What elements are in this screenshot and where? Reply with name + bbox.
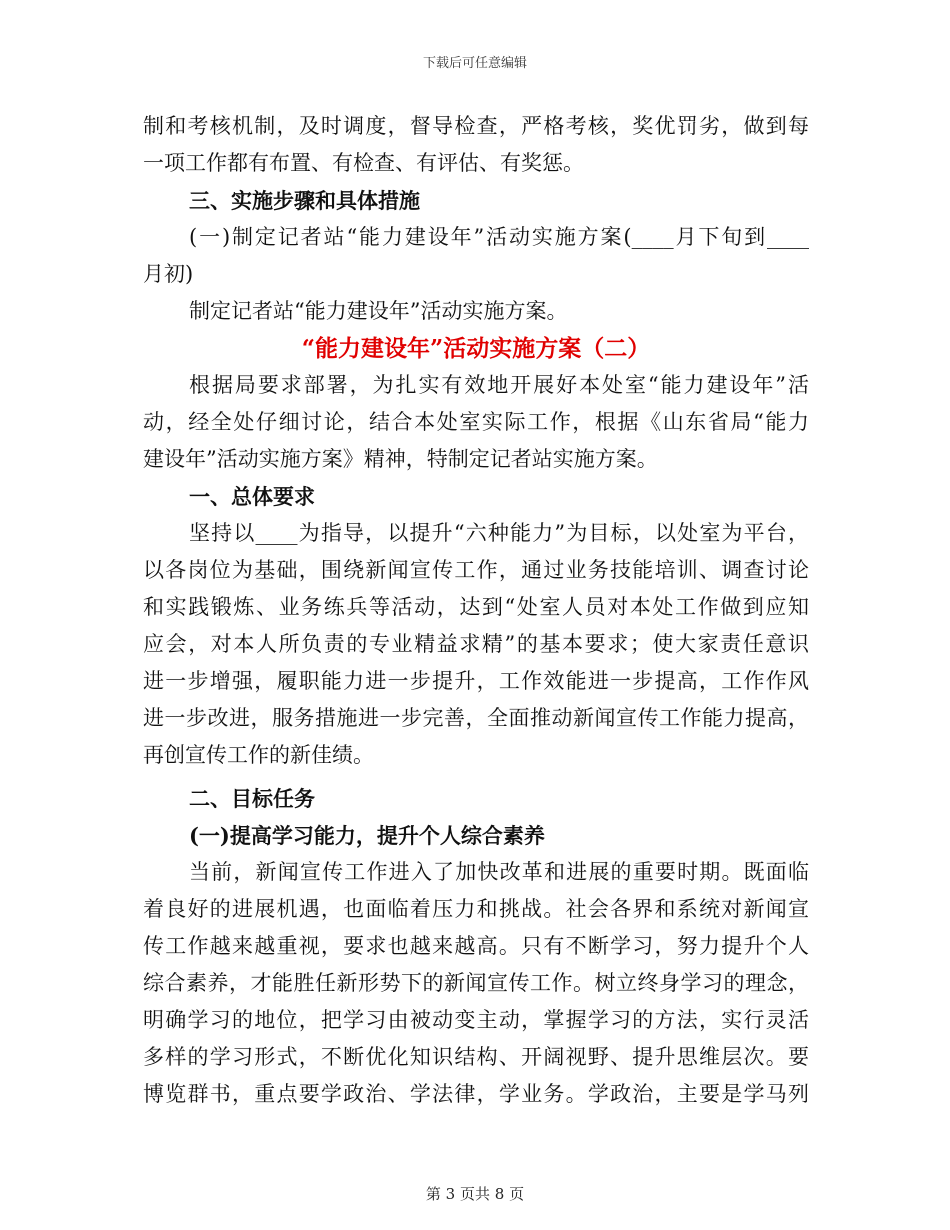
body-line: 建设年”活动实施方案》精神，特制定记者站实施方案。 — [143, 447, 658, 471]
body-line: 明确学习的地位，把学习由被动变主动，掌握学习的方法，实行灵活 — [143, 1008, 809, 1032]
body-line: 以各岗位为基础，围绕新闻宣传工作，通过业务技能培训、调查讨论 — [143, 558, 809, 582]
body-line: 制和考核机制，及时调度，督导检查，严格考核，奖优罚劣，做到每 — [143, 114, 809, 138]
body-line: 根据局要求部署，为扎实有效地开展好本处室“能力建设年”活 — [189, 373, 809, 397]
page-footer: 第 3 页共 8 页 — [425, 1185, 525, 1203]
section-heading: 二、目标任务 — [189, 786, 315, 811]
document-title: “能力建设年”活动实施方案（二） — [301, 335, 651, 362]
body-line: 进一步改进，服务措施进一步完善，全面推动新闻宣传工作能力提高， — [143, 706, 809, 730]
body-line: 传工作越来越重视，要求也越来越高。只有不断学习，努力提升个人 — [143, 934, 809, 958]
body-line: 应会，对本人所负责的专业精益求精”的基本要求；使大家责任意识 — [143, 632, 809, 656]
body-line: 着良好的进展机遇，也面临着压力和挑战。社会各界和系统对新闻宣 — [143, 897, 809, 921]
body-line: 综合素养，才能胜任新形势下的新闻宣传工作。树立终身学习的理念， — [143, 971, 809, 995]
document-body — [143, 108, 809, 1113]
body-line: 月初) — [143, 262, 194, 286]
body-line: 一项工作都有布置、有检查、有评估、有奖惩。 — [143, 151, 584, 175]
page-header: 下载后可任意编辑 — [422, 56, 527, 71]
section-heading: 三、实施步骤和具体措施 — [189, 188, 420, 213]
body-line: 坚持以____为指导，以提升“六种能力”为目标，以处室为平台， — [189, 521, 809, 545]
body-line: 和实践锻炼、业务练兵等活动，达到“处室人员对本处工作做到应知 — [143, 595, 809, 619]
body-line: 博览群书，重点要学政治、学法律，学业务。学政治，主要是学马列 — [143, 1082, 809, 1106]
body-line: 当前，新闻宣传工作进入了加快改革和进展的重要时期。既面临 — [189, 860, 809, 884]
body-line: 动，经全处仔细讨论，结合本处室实际工作，根据《山东省局“能力 — [143, 410, 809, 434]
body-line: (一)制定记者站“能力建设年”活动实施方案(____月下旬到____ — [189, 225, 809, 249]
body-line: 进一步增强，履职能力进一步提升，工作效能进一步提高，工作作风 — [143, 669, 809, 693]
body-line: 制定记者站“能力建设年”活动实施方案。 — [189, 299, 568, 323]
section-heading: 一、总体要求 — [189, 484, 315, 509]
body-line: 多样的学习形式，不断优化知识结构、开阔视野、提升思维层次。要 — [143, 1045, 809, 1069]
subsection-heading: (一)提高学习能力，提升个人综合素养 — [189, 823, 545, 848]
body-line: 再创宣传工作的新佳绩。 — [143, 743, 374, 767]
